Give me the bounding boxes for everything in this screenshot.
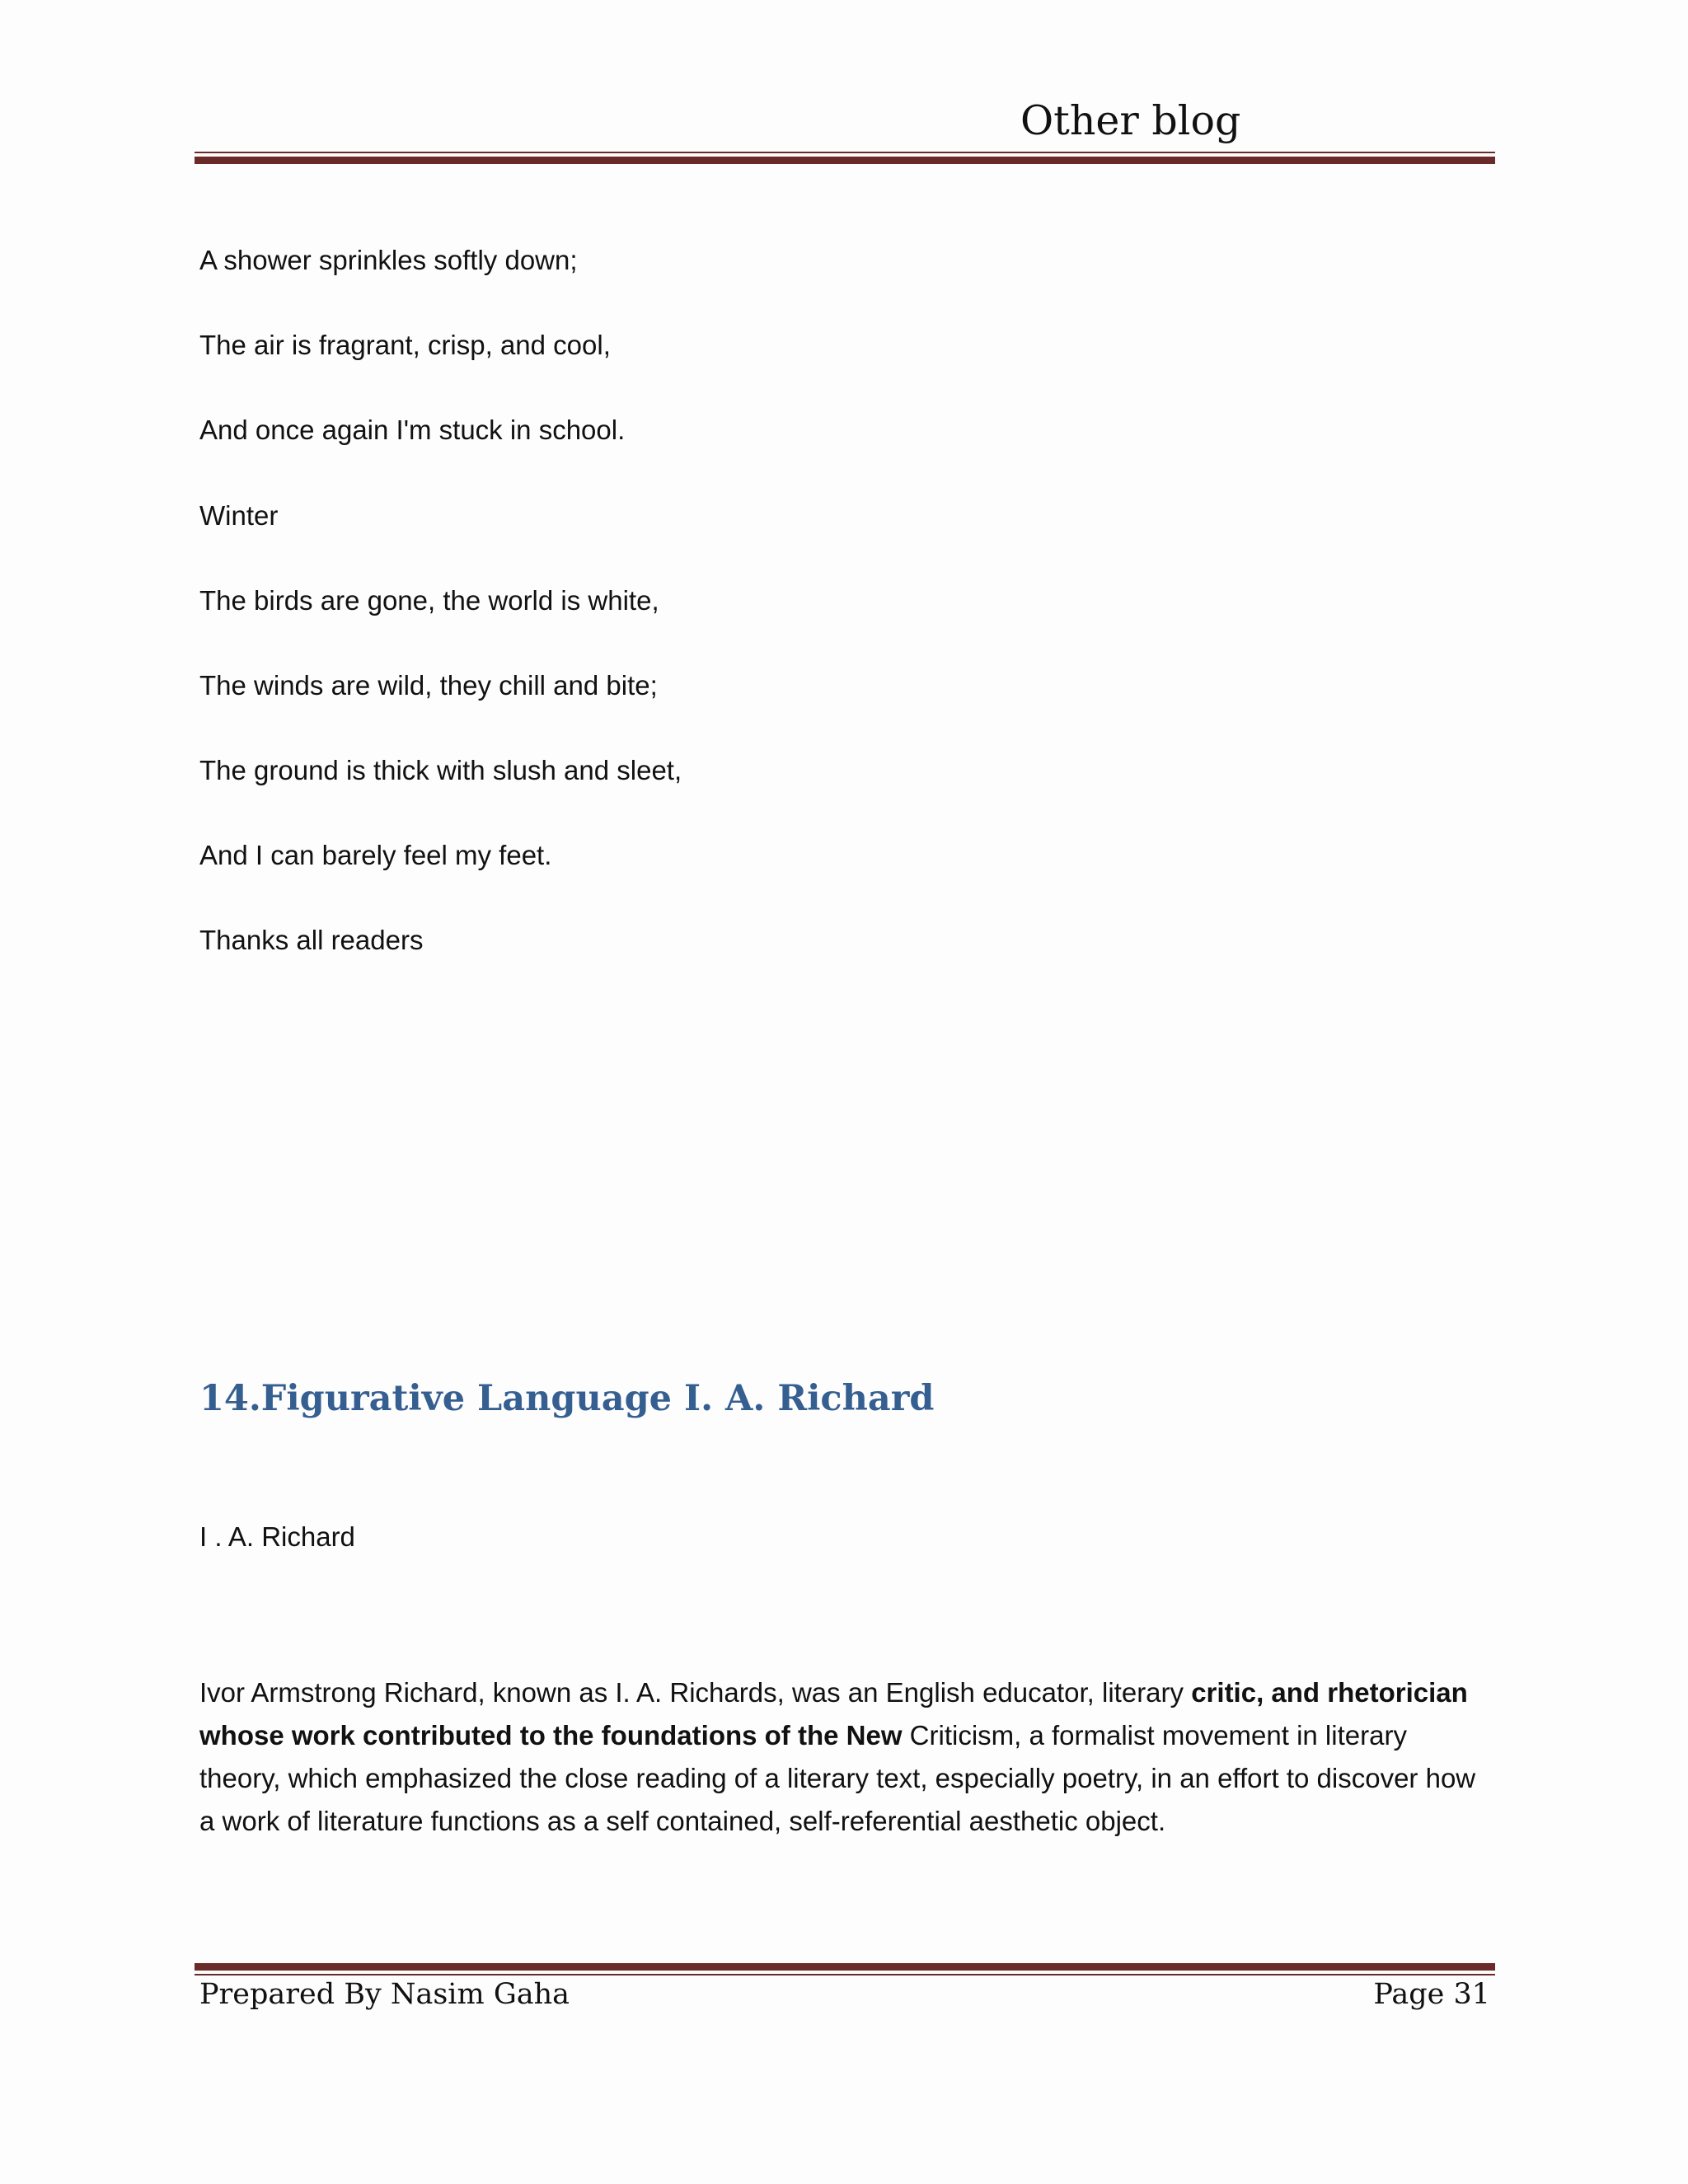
poem-line: The ground is thick with slush and sleet,	[199, 755, 682, 785]
footer-author: Prepared By Nasim Gaha	[199, 1978, 570, 2011]
author-line: I . A. Richard	[199, 1521, 355, 1552]
page-number: Page 31	[1373, 1978, 1490, 2011]
paragraph-text: Ivor Armstrong Richard, known as I. A. Richards, was an English educator, literary	[199, 1677, 1192, 1708]
poem-line: The air is fragrant, crisp, and cool,	[199, 330, 611, 360]
poem-line: And once again I'm stuck in school.	[199, 415, 626, 445]
paragraph-bold-text: critic, and rhetorician whose work contributed to the foundations of the New	[199, 1677, 1468, 1750]
header-rule	[195, 152, 1495, 164]
poem-line: Thanks all readers	[199, 925, 424, 955]
poem-line: A shower sprinkles softly down;	[199, 245, 578, 275]
section-heading: 14.Figurative Language I. A. Richard	[199, 1378, 935, 1419]
poem-line: Winter	[199, 500, 279, 531]
footer-rule	[195, 1963, 1495, 1975]
header-title: Other blog	[1020, 97, 1241, 144]
poem-line: The birds are gone, the world is white,	[199, 585, 659, 616]
body-paragraph	[199, 1671, 1493, 1843]
poem-line: The winds are wild, they chill and bite;	[199, 670, 658, 701]
paragraph-text: Criticism, a formalist movement in literary theory, which emphasized the close reading of a literary text, especially poetry, in an effort to discover how a work of literature functions as a self contained, self-referential aesthetic object.	[199, 1720, 1476, 1836]
poem-line: And I can barely feel my feet.	[199, 840, 552, 870]
